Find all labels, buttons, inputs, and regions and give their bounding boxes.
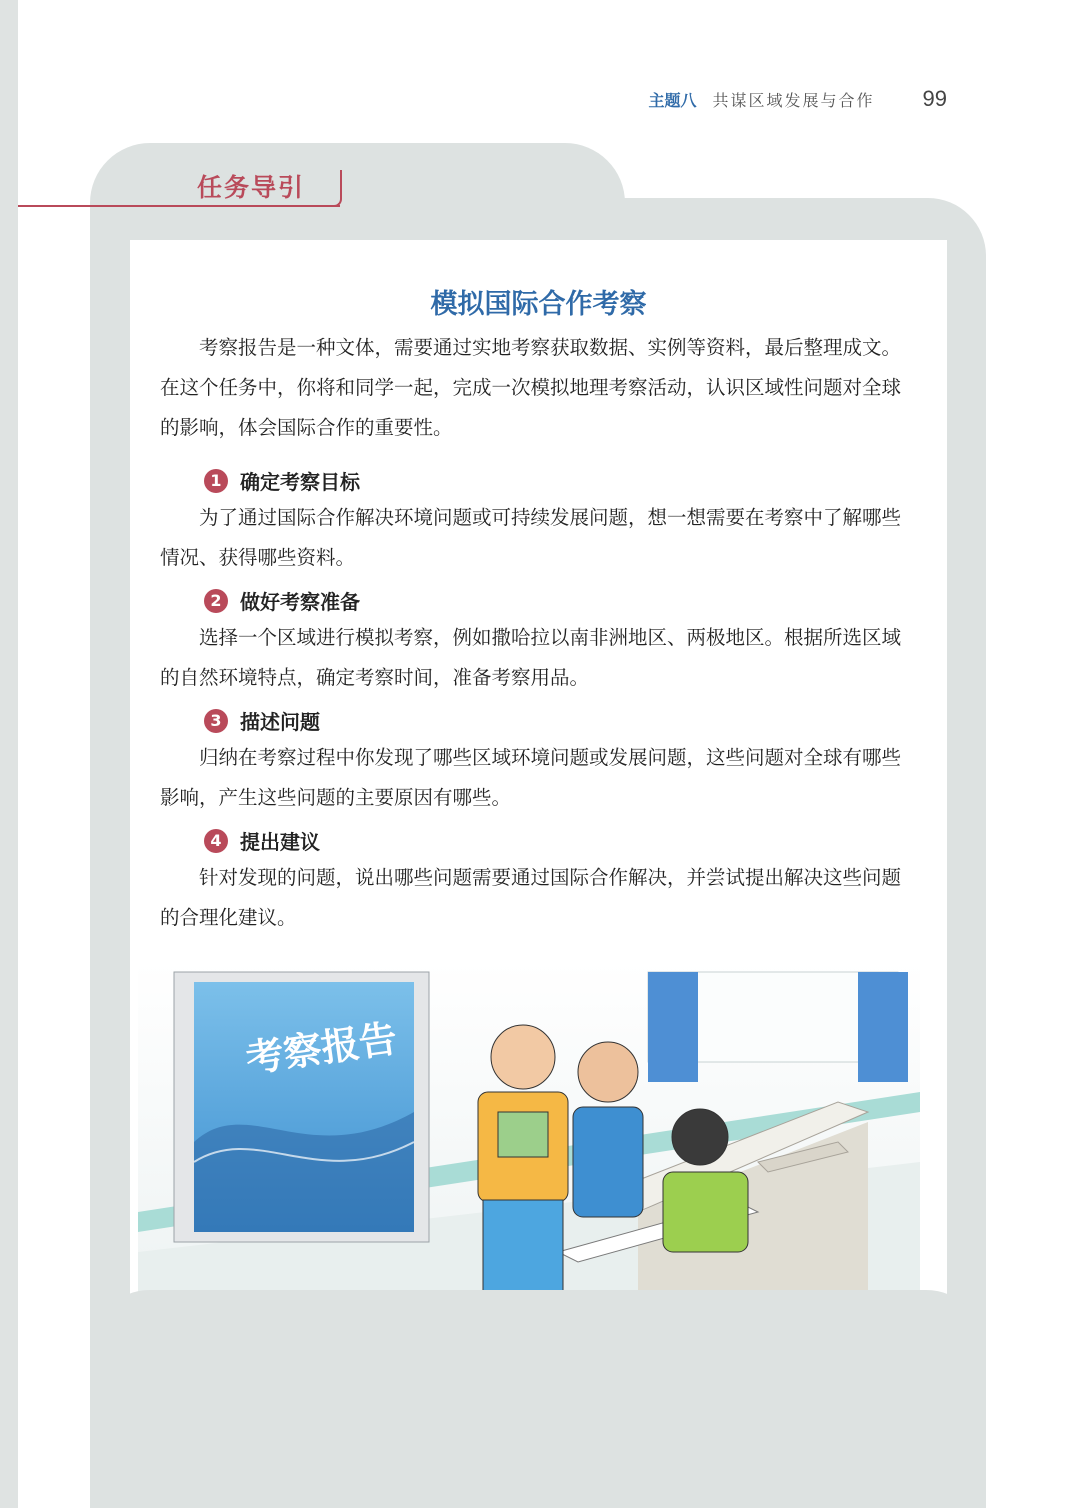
theme-number: 主题八 (648, 91, 697, 110)
content-card (130, 240, 947, 1295)
step-3-text: 归纳在考察过程中你发现了哪些区域环境问题或发展问题，这些问题对全球有哪些影响，产生这些问题的主要原因有哪些。 (160, 746, 902, 809)
student-blue-shirt (573, 1042, 643, 1217)
step-4-number-icon: 4 (204, 829, 228, 853)
step-2-text: 选择一个区域进行模拟考察，例如撒哈拉以南非洲地区、两极地区。根据所选区域的自然环境特点，确定考察时间，准备考察用品。 (160, 626, 902, 689)
section-tab-title: 任务导引 (197, 173, 306, 202)
curtain-left (648, 972, 698, 1082)
bottom-panel (90, 1290, 986, 1508)
step-4-title: 提出建议 (240, 830, 320, 854)
step-1-heading (204, 466, 360, 495)
step-3-title: 描述问题 (240, 710, 320, 734)
intro-paragraph: 考察报告是一种文体，需要通过实地考察获取数据、实例等资料，最后整理成文。在这个任务中，你将和同学一起，完成一次模拟地理考察活动，认识区域性问题对全球的影响，体会国际合作的重要性。 (160, 336, 902, 439)
step-2-heading (204, 586, 360, 615)
section-tab-hook (330, 170, 342, 207)
step-2-number-icon: 2 (204, 589, 228, 613)
page-edge-bar (0, 0, 18, 1508)
step-4-text: 针对发现的问题，说出哪些问题需要通过国际合作解决，并尝试提出解决这些问题的合理化建议。 (160, 866, 902, 929)
screen-text: 考察报告 (243, 1016, 400, 1081)
page-number: 99 (922, 86, 947, 111)
step-3-number-icon: 3 (204, 709, 228, 733)
curtain-right (858, 972, 908, 1082)
theme-title: 共谋区域发展与合作 (712, 91, 875, 110)
step-1-text: 为了通过国际合作解决环境问题或可持续发展问题，想一想需要在考察中了解哪些情况、获得哪些资料。 (160, 506, 902, 569)
step-1-title: 确定考察目标 (240, 470, 360, 494)
classroom-illustration (138, 962, 920, 1295)
section-tab-underline (18, 205, 340, 207)
step-1-number-icon: 1 (204, 469, 228, 493)
step-4-heading (204, 826, 320, 855)
main-title: 模拟国际合作考察 (430, 289, 647, 320)
step-2-title: 做好考察准备 (240, 590, 360, 614)
step-3-heading (204, 706, 320, 735)
page-header (648, 86, 947, 112)
